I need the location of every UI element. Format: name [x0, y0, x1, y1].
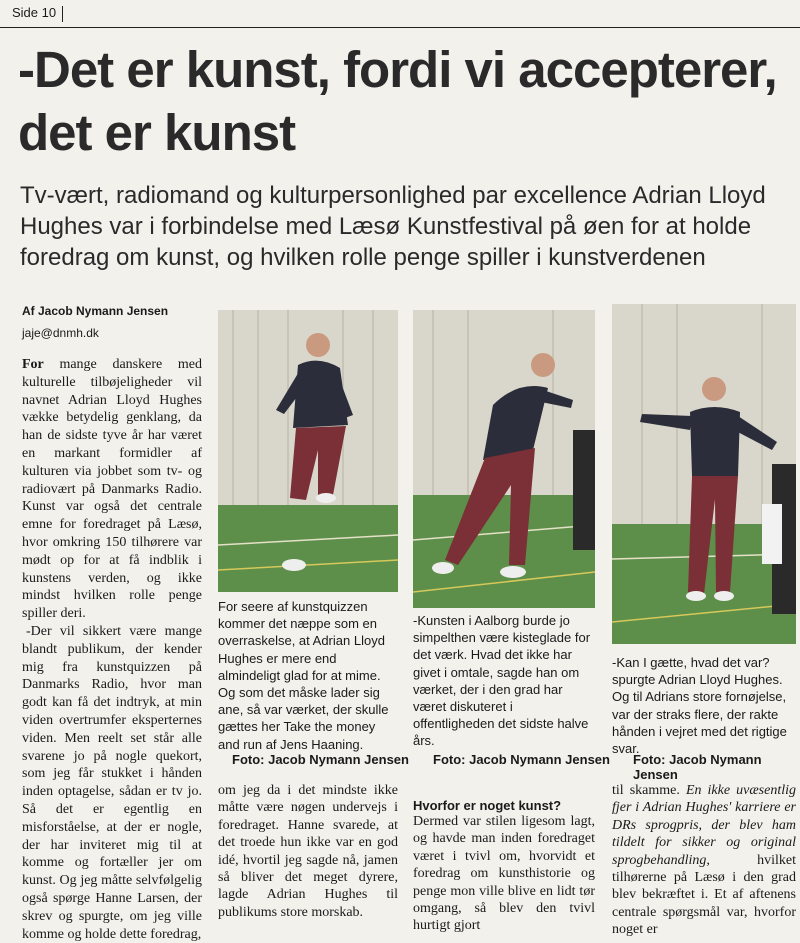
- subtitle: Tv-vært, radiomand og kulturpersonlighed par excellence Adrian Lloyd Hughes var i forbindelse med Læsø Kunstfestival på øen for at holde foredrag om kunst, og hvilken rolle penge spiller i kunstverdenen: [20, 182, 766, 271]
- page-number: Side 10: [12, 5, 57, 20]
- photo-2-caption: -Kunsten i Aalborg burde jo simpelthen være kisteglade for det værk. Hvad det ikke har givet i omtale, sagde han om værket, der i den grad har været diskuteret i offentligheden det sidste halve års.: [413, 613, 591, 749]
- column-3-text: Dermed var stilen ligesom lagt, og havde man inden foredraget været i tvivl om, hvorvidt et foredrag om kunsthistorie og penge mon ville blive en lidt tør omgang, så blev den tvivl hurtigt gjort: [413, 814, 595, 934]
- photo-3-credit: Foto: Jacob Nymann Jensen: [633, 752, 762, 782]
- photo-1-caption: For seere af kunstquizzen kommer det næppe som en overraskelse, at Adrian Lloyd Hughes er mere end almindeligt glad for at mime. Og som det måske lader sig ane, så var værket, der skulle gættes her Take the money and run af Jens Haaning.: [218, 599, 389, 752]
- column-4-text-start: til skamme.: [612, 783, 680, 798]
- article-column-3: [413, 798, 595, 935]
- article-column-1: [22, 356, 202, 943]
- header-rule: [0, 27, 800, 28]
- lead-word: For: [22, 357, 44, 372]
- paragraph-1-text: mange danskere med kulturelle tilbøjeligheder vil navnet Adrian Lloyd Hughes vække betydelig genklang, da han de sidste tyve år har været en markant formidler af kulturen via jobbet som tv- og radiovært på Danmarks Radio. Kunst var også det centrale emne for foredraget på Læsø, hvor omkring 150 tilhørere var mødt op for at få indblik i kunstens verden, og ikke mindst hvilken rolle penge spiller deri.: [22, 357, 202, 622]
- photo-1-credit: Foto: Jacob Nymann Jensen: [232, 752, 409, 767]
- photo-2: [413, 310, 595, 608]
- paragraph-1: [22, 356, 202, 623]
- photo-3-caption: -Kan I gætte, hvad det var? spurgte Adrian Lloyd Hughes. Og til Adrians store fornøjelse, var der straks flere, der rakte hånden i vejret med det rigtige svar.: [612, 655, 787, 757]
- article-column-2: om jeg da i det mindste ikke måtte være nøgen undervejs i foredraget. Hanne svarede, at det troede hun ikke var en god idé, hvortil jeg sagde nå, jamen så bliver det meget dyrere, lagde Adrian Hughes til publikums store morskab.: [218, 783, 398, 920]
- headline: -Det er kunst, fordi vi accepterer, det er kunst: [18, 41, 777, 161]
- byline: Af Jacob Nymann Jensen: [22, 304, 169, 318]
- column-4-italic-text: En ikke uvæsentlig fjer i Adrian Hughes' karriere er DRs sprogpris, der blev ham tildelt for sikker og original sprogbehandling,: [612, 783, 797, 868]
- author-email[interactable]: jaje@dnmh.dk: [22, 326, 99, 340]
- section-subheading: Hvorfor er noget kunst?: [413, 798, 562, 813]
- photo-1: [218, 310, 398, 592]
- photo-3: [612, 304, 796, 644]
- paragraph-2: -Der vil sikkert være mange blandt publikum, der kender mig fra kunstquizzen på Danmarks Radio, hvor man godt kan få det indtryk, at min viden overtrumfer eksperternes viden. Men reelt set står alle svarene jo på nogle quekort, som jeg får stukket i hånden inden optagelse, sådan er tv jo. Så det er egentlig en misforståelse, at der er nogle, der har inviteret mig til at komme og fortæller jer om kunst. Og jeg måtte selvfølgelig også spørge Hanne Larsen, der skrev og spurgte, om jeg ville komme og holde dette foredrag,: [22, 623, 202, 942]
- photo-2-credit: Foto: Jacob Nymann Jensen: [433, 752, 610, 767]
- article-column-4: [612, 782, 796, 939]
- column-4-text-end: hvilket tilhørerne på Læsø i den grad blev bekræftet i. Et af aftenens centrale spørgsmål var, hvorfor noget er: [612, 852, 796, 938]
- header-divider: [62, 6, 63, 22]
